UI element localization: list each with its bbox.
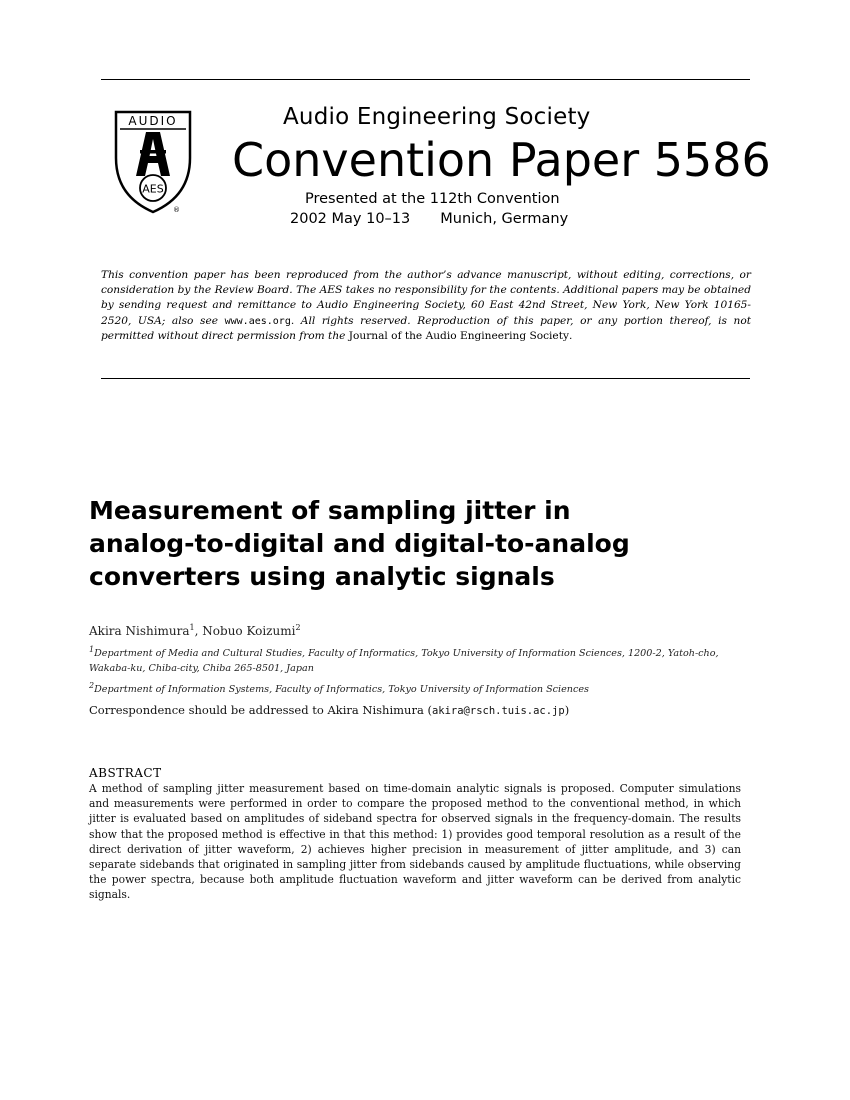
affiliation-2-text: Department of Information Systems, Faculty of Informatics, Tokyo University of Information Sciences [94, 684, 589, 695]
logo-bottom-text: AES [142, 182, 164, 196]
author-1-mark: 1 [189, 623, 195, 632]
journal-name: Journal of the Audio Engineering Society [348, 329, 569, 342]
paper-number: 5586 [653, 133, 771, 187]
correspondence-line [89, 703, 569, 717]
author-list [89, 624, 301, 638]
logo-registered-mark: ® [173, 206, 180, 214]
presented-line: Presented at the 112th Convention [305, 191, 560, 207]
author-1: Akira Nishimura [89, 624, 190, 638]
disclaimer-text: This convention paper has been reproduced from the author’s advance manuscript, without editing, corrections, or consideration by the Review Board. The AES takes no responsibility for the contents. Additional papers may be obtained by sending request and remittance to Audio Engineering Society, 60 East 42nd Street, New York, New York 10165-2520, USA; also see [101, 269, 751, 327]
affiliation-2 [89, 682, 741, 697]
abstract-body: A method of sampling jitter measurement based on time-domain analytic signals is proposed. Computer simulations and measurements were performed in order to compare the proposed method to the conventional method, in which jitter is evaluated based on amplitudes of sideband spectra for observed signals in the frequency-domain. The results show that the proposed method is effective in that this method: 1) provides good temporal resolution as a result of the direct derivation of jitter waveform, 2) achieves higher precision in measurement of jitter amplitude, and 3) can separate sidebands that originated in sampling jitter from sidebands caused by amplitude fluctuations, while observing the power spectra, because both amplitude fluctuation waveform and jitter waveform can be derived from analytic signals. [89, 782, 741, 902]
author-separator: , [194, 624, 203, 638]
article-title [89, 494, 729, 593]
separator-rule [101, 378, 750, 379]
affiliation-2-mark: 2 [89, 680, 95, 690]
convention-date: 2002 May 10–13 [290, 211, 411, 227]
disclaimer [101, 268, 751, 344]
logo-top-text: AUDIO [128, 114, 178, 128]
affiliation-1-text: Department of Media and Cultural Studies, Faculty of Informatics, Tokyo University of Information Sciences, 1200-2, Yatoh-cho, Wakaba-ku, Chiba-city, Chiba 265-8501, Japan [89, 648, 719, 674]
paper-label: Convention Paper [232, 133, 640, 187]
correspondence-email[interactable]: akira@rsch.tuis.ac.jp [431, 705, 565, 717]
title-line-2: analog-to-digital and digital-to-analog [89, 529, 630, 558]
author-2-mark: 2 [295, 623, 301, 632]
aes-logo-icon [112, 108, 194, 218]
disclaimer-end: . [568, 329, 573, 342]
author-2: Nobuo Koizumi [202, 624, 296, 638]
abstract-heading: ABSTRACT [89, 766, 162, 780]
convention-location: Munich, Germany [440, 211, 569, 227]
society-name: Audio Engineering Society [283, 104, 591, 130]
convention-paper-heading [232, 132, 771, 188]
disclaimer-text-2: . All rights reserved. Reproduction of this paper, or any portion thereof, is not permitted without direct permission from the [101, 314, 751, 342]
title-line-1: Measurement of sampling jitter in [89, 496, 571, 525]
correspondence-suffix: ) [564, 703, 570, 717]
title-line-3: converters using analytic signals [89, 562, 555, 591]
date-location-line [290, 211, 568, 227]
affiliation-1 [89, 646, 741, 676]
top-rule [101, 79, 750, 80]
affiliation-1-mark: 1 [89, 644, 95, 654]
aes-url-link[interactable]: www.aes.org [224, 315, 291, 327]
correspondence-prefix: Correspondence should be addressed to Akira Nishimura ( [89, 703, 432, 717]
